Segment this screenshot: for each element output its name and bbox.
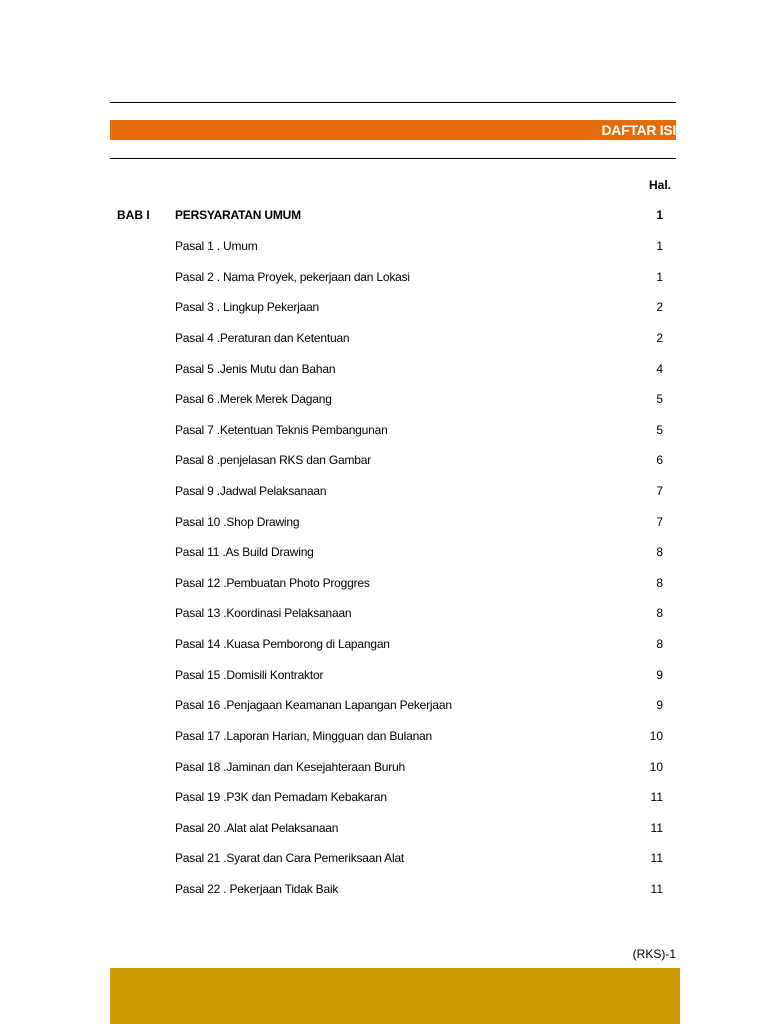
toc-entry-title: Pasal 10 .Shop Drawing: [175, 514, 300, 529]
toc-entry-page-number: 11: [650, 820, 663, 835]
toc-entry-page-number: 11: [650, 851, 663, 866]
toc-entry: [0, 422, 768, 438]
toc-entry-title: Pasal 19 .P3K dan Pemadam Kebakaran: [175, 790, 387, 805]
toc-entry-page-number: 8: [656, 637, 663, 652]
chapter-page-number: 1: [656, 208, 663, 222]
toc-entry: [0, 789, 768, 805]
toc-entry: [0, 850, 768, 866]
toc-entry-page-number: 4: [656, 361, 663, 376]
toc-entry-title: Pasal 4 .Peraturan dan Ketentuan: [175, 330, 350, 345]
toc-entry: [0, 391, 768, 407]
toc-entry-title: Pasal 9 .Jadwal Pelaksanaan: [175, 484, 327, 498]
toc-entry-page-number: 9: [656, 667, 663, 682]
toc-entry-page-number: 8: [656, 575, 663, 590]
toc-entry-title: Pasal 1 . Umum: [175, 239, 258, 253]
toc-entry-page-number: 6: [656, 453, 663, 468]
toc-entry-page-number: 11: [650, 790, 663, 805]
toc-entry-title: Pasal 8 .penjelasan RKS dan Gambar: [175, 453, 371, 468]
toc-entry-title: Pasal 13 .Koordinasi Pelaksanaan: [175, 606, 352, 621]
toc-entry: [0, 667, 768, 683]
chapter-label: BAB I: [117, 208, 150, 222]
toc-entry: [0, 881, 768, 897]
toc-entry-title: Pasal 16 .Penjagaan Keamanan Lapangan Pekerjaan: [175, 698, 452, 713]
chapter-title: PERSYARATAN UMUM: [175, 208, 301, 222]
toc-entry: [0, 299, 768, 315]
toc-entry-page-number: 5: [656, 392, 663, 407]
toc-entry: [0, 544, 768, 560]
toc-entry: [0, 820, 768, 836]
toc-entry-page-number: 8: [656, 606, 663, 621]
toc-entry-title: Pasal 12 .Pembuatan Photo Proggres: [175, 575, 370, 590]
title-bar: [110, 120, 676, 140]
toc-entry: [0, 728, 768, 744]
toc-entry: [0, 636, 768, 652]
toc-entry-page-number: 1: [656, 269, 663, 284]
toc-entry-page-number: 7: [656, 514, 663, 529]
toc-entry: [0, 605, 768, 621]
toc-entry-page-number: 2: [656, 300, 663, 315]
toc-entry: [0, 452, 768, 468]
toc-entry-page-number: 8: [656, 545, 663, 560]
top-rule: [110, 102, 676, 103]
toc-entry: [0, 514, 768, 530]
toc-entry-title: Pasal 7 .Ketentuan Teknis Pembangunan: [175, 422, 388, 437]
toc-entry: [0, 330, 768, 346]
toc-entry-page-number: 2: [656, 330, 663, 345]
toc-entry: [0, 238, 768, 254]
toc-entry-title: Pasal 5 .Jenis Mutu dan Bahan: [175, 361, 336, 376]
page-code: (RKS)-1: [632, 947, 676, 961]
title-underline-rule: [110, 158, 676, 159]
toc-entry-title: Pasal 11 .As Build Drawing: [175, 545, 314, 560]
toc-entry-page-number: 10: [649, 728, 663, 743]
toc-entry-page-number: 11: [650, 882, 663, 896]
toc-entry-title: Pasal 22 . Pekerjaan Tidak Baik: [175, 882, 339, 896]
toc-entry: [0, 269, 768, 285]
toc-entry-title: Pasal 18 .Jaminan dan Kesejahteraan Buruh: [175, 759, 405, 774]
page-column-header: Hal.: [648, 178, 671, 192]
toc-entry-page-number: 5: [656, 422, 663, 437]
toc-entry-title: Pasal 15 .Domisili Kontraktor: [175, 667, 324, 682]
toc-entry-page-number: 1: [656, 239, 663, 253]
toc-entry-title: Pasal 6 .Merek Merek Dagang: [175, 392, 332, 407]
footer-bar: [110, 968, 680, 1024]
toc-entry: [0, 759, 768, 775]
toc-entry: [0, 483, 768, 499]
toc-entry: [0, 697, 768, 713]
toc-entry: [0, 575, 768, 591]
toc-entry-title: Pasal 14 .Kuasa Pemborong di Lapangan: [175, 637, 390, 652]
toc-entry-page-number: 10: [649, 759, 663, 774]
chapter-row: [0, 207, 768, 223]
toc-entry-title: Pasal 3 . Lingkup Pekerjaan: [175, 300, 320, 315]
toc-entry-title: Pasal 17 .Laporan Harian, Mingguan dan Bulanan: [175, 728, 432, 743]
toc-entry-title: Pasal 2 . Nama Proyek, pekerjaan dan Lokasi: [175, 269, 410, 284]
document-title: DAFTAR ISI: [601, 122, 676, 138]
toc-entry: [0, 361, 768, 377]
toc-entry-title: Pasal 20 .Alat alat Pelaksanaan: [175, 820, 339, 835]
toc-entry-page-number: 9: [656, 698, 663, 713]
toc-entry-page-number: 7: [656, 484, 663, 498]
toc-entry-title: Pasal 21 .Syarat dan Cara Pemeriksaan Alat: [175, 851, 405, 866]
